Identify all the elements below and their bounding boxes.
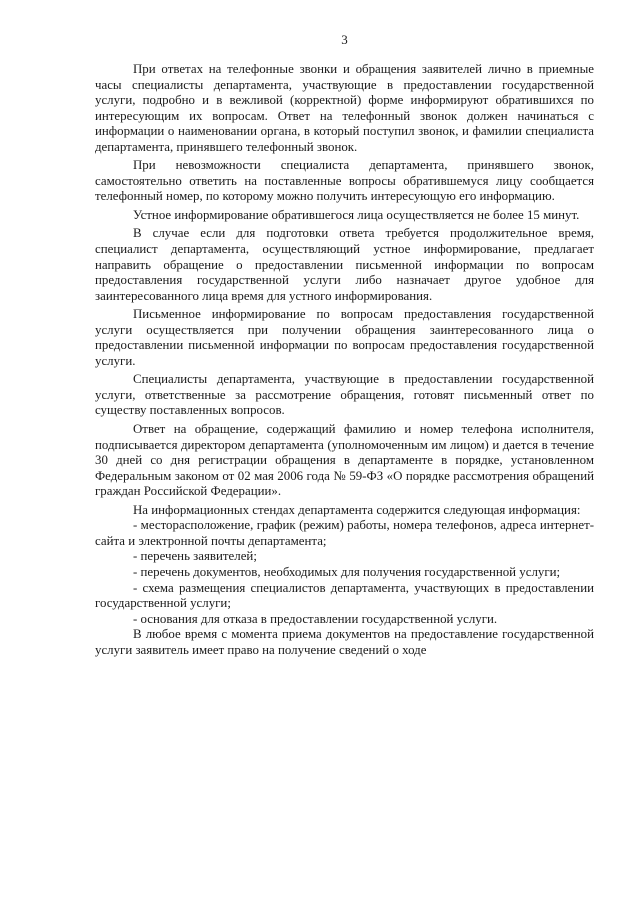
- paragraph-specialists-reply: Специалисты департамента, участвующие в предоставлении государственной услуги, ответственные за рассмотрение обращения, готовят письменный ответ по существу поставленных вопросов.: [95, 372, 594, 418]
- page-number: 3: [341, 32, 348, 47]
- list-item: - месторасположение, график (режим) работы, номера телефонов, адреса интернет-сайта и электронной почты департамента;: [95, 518, 594, 548]
- paragraph-oral-duration: Устное информирование обратившегося лица осуществляется не более 15 минут.: [133, 207, 580, 222]
- paragraph-written-info: Письменное информирование по вопросам предоставления государственной услуги осуществляется при получении обращения заинтересованного лица о предоставлении письменной информации по вопросам предоставления государственной услуги.: [95, 307, 594, 368]
- list-item: - перечень документов, необходимых для получения государственной услуги;: [133, 564, 561, 579]
- paragraph-unable-to-answer: При невозможности специалиста департамента, принявшего звонок, самостоятельно ответить на поставленные вопросы обратившемуся лицу сообщается телефонный номер, по которому можно получить интересующую его информацию.: [95, 158, 594, 204]
- list-item: - схема размещения специалистов департамента, участвующих в предоставлении государственной услуги;: [95, 580, 594, 611]
- info-stands-list: [95, 518, 594, 627]
- document-body: [95, 62, 594, 658]
- list-item: - основания для отказа в предоставлении государственной услуги.: [133, 611, 498, 626]
- paragraph-reply-signature: Ответ на обращение, содержащий фамилию и номер телефона исполнителя, подписывается директором департамента (уполномоченным им лицом) и дается в течение 30 дней со дня регистрации обращения в департаменте в порядке, установленном Федеральным законом от 02 мая 2006 года № 59-ФЗ «О порядке рассмотрения обращений граждан Российской Федерации».: [95, 422, 594, 499]
- list-item: - перечень заявителей;: [133, 549, 257, 564]
- paragraph-info-stands: На информационных стендах департамента содержится следующая информация:: [133, 502, 581, 517]
- paragraph-status-info: В любое время с момента приема документов на предоставление государственной услуги заявитель имеет право на получение сведений о ходе: [95, 627, 594, 657]
- paragraph-phone-calls: При ответах на телефонные звонки и обращения заявителей лично в приемные часы специалисты департамента, участвующие в предоставлении государственной услуги, подробно и в вежливой (корректной) форме информируют обратившихся по интересующим их вопросам. Ответ на телефонный звонок должен начинаться с информации о наименовании органа, в который поступил звонок, и фамилии специалиста департамента, принявшего телефонный звонок.: [95, 62, 594, 154]
- paragraph-long-preparation: В случае если для подготовки ответа требуется продолжительное время, специалист департамента, осуществляющий устное информирование, предлагает направить обращение о предоставлении письменной информации по вопросам предоставления государственной услуги либо назначает другое удобное для заинтересованного лица время для устного информирования.: [95, 226, 594, 303]
